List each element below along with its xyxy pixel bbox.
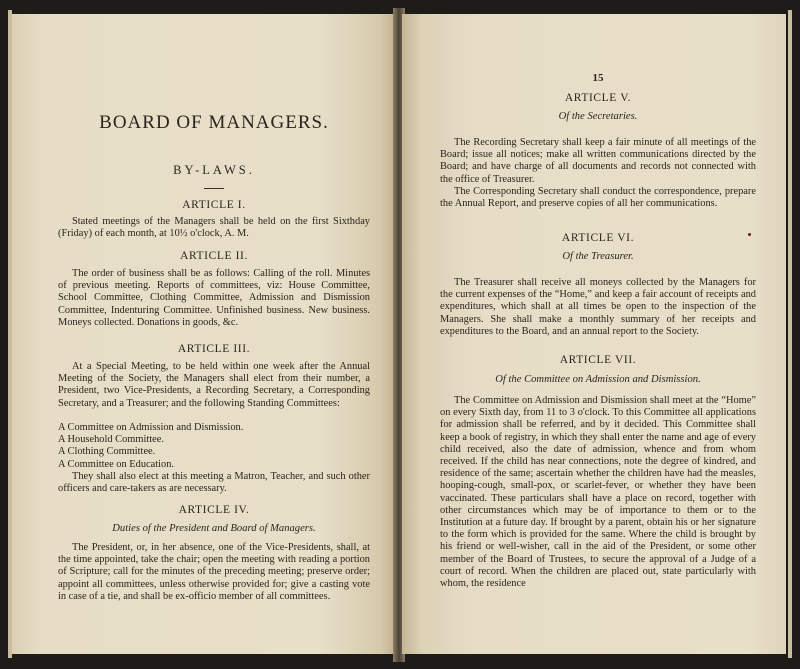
- committee-item: A Committee on Admission and Dismission.: [58, 422, 244, 433]
- article-2-title: ARTICLE II.: [180, 250, 248, 262]
- article-6-title: ARTICLE VI.: [561, 232, 635, 244]
- article-6-subtitle: Of the Treasurer.: [562, 251, 634, 262]
- committee-item: A Household Committee.: [58, 434, 164, 446]
- committee-item: A Clothing Committee.: [58, 446, 156, 458]
- bylaws-subheading: BY-LAWS.: [173, 163, 255, 177]
- article-1-text: Stated meetings of the Managers shall be held on the first Sixthday (Friday) of each month, at 10½ o'clock, A. M.: [58, 216, 370, 240]
- left-page: [12, 14, 396, 654]
- article-4-text: The President, or, in her absence, one of the Vice-Presidents, shall, at the time appointed, take the chair; open the meeting with reading a portion of Scripture; call for the minutes of the preceding meeting; preserve order; appoint all committees, unless otherwise provided for; give a casting vote in case of a tie, and shall be ex-officio member of all committees.: [58, 542, 370, 602]
- article-7-text: The Committee on Admission and Dismission shall meet at the “Home” on every Sixth day, from 11 to 3 o'clock. To this Committee all applications for admission shall be referred, and by it decided. This Committee shall keep a book of registry, in which they shall enter the name and age of every child received, also the date of admission, whence and from whom received. If the child has near connections, note the degree of kindred, and residence of the same; ascertain whether the children have had the measles, hooping-cough, small-pox, or scarlet-fever, or whether they have been vaccinated. These particulars shall have a place on record, together with other circumstances which may be of importance to them or to the Institution at a future day. If brought by a parent, obtain his or her signature to the form which is provided for the same. Where the child is brought by his friend or well-wisher, call in the aid of the President, or some other member of the Board of Trustees, to secure the approval of a Judge of a court of record. When the children are placed out, state particularly with whom, the residence: [440, 395, 756, 590]
- page-edge-right: [788, 10, 792, 658]
- right-page: [402, 14, 786, 654]
- right-text-column: [440, 14, 756, 654]
- article-5-title: ARTICLE V.: [564, 92, 632, 104]
- divider-rule: [204, 188, 224, 189]
- article-5-subtitle: Of the Secretaries.: [558, 111, 638, 122]
- article-4-subtitle: Duties of the President and Board of Managers.: [112, 523, 316, 534]
- board-heading: BOARD OF MANAGERS.: [99, 112, 329, 133]
- article-5-text-2: The Corresponding Secretary shall conduct the correspondence, prepare the Annual Report, and preserve copies of all her communications.: [440, 186, 756, 210]
- left-text-column: [58, 14, 370, 654]
- article-3-title: ARTICLE III.: [177, 343, 251, 355]
- article-1-title: ARTICLE I.: [182, 199, 246, 211]
- article-7-title: ARTICLE VII.: [559, 354, 637, 366]
- article-6-text: The Treasurer shall receive all moneys collected by the Managers for the current expenses of the “Home,” and keep a fair account of receipts and expenditures, which shall at all times be open to the inspection of the Managers. She shall make a monthly summary of her receipts and expenditures to the Board, and an annual report to the Society.: [440, 277, 756, 337]
- article-4-title: ARTICLE IV.: [178, 504, 250, 516]
- article-7-subtitle: Of the Committee on Admission and Dismission.: [495, 374, 701, 385]
- article-3-text: At a Special Meeting, to be held within one week after the Annual Meeting of the Society, the Managers shall elect from their number, a President, two Vice-Presidents, a Recording Secretary, a Corresponding Secretary, and a Treasurer; and the following Standing Committees:: [58, 361, 370, 409]
- article-3-closing: They shall also elect at this meeting a Matron, Teacher, and such other officers and care-takers as are necessary.: [58, 471, 370, 495]
- article-2-text: The order of business shall be as follows: Calling of the roll. Minutes of previous meeting. Reports of committees, viz: House Committee, School Committee, Clothing Committee, Admission and Dismission Committee, Indenturing Committee. Unfinished business. New business. Moneys collected. Donations in goods, &c.: [58, 268, 370, 328]
- paper-spot: [748, 233, 751, 236]
- committee-item: A Committee on Education.: [58, 458, 175, 470]
- article-5-text-1: The Recording Secretary shall keep a fair minute of all meetings of the Board; issue all notices; make all written communications directed by the Board; and have charge of all documents and records not connected with the office of Treasurer.: [440, 137, 756, 185]
- page-number: 15: [592, 72, 604, 84]
- committee-list: [58, 422, 370, 471]
